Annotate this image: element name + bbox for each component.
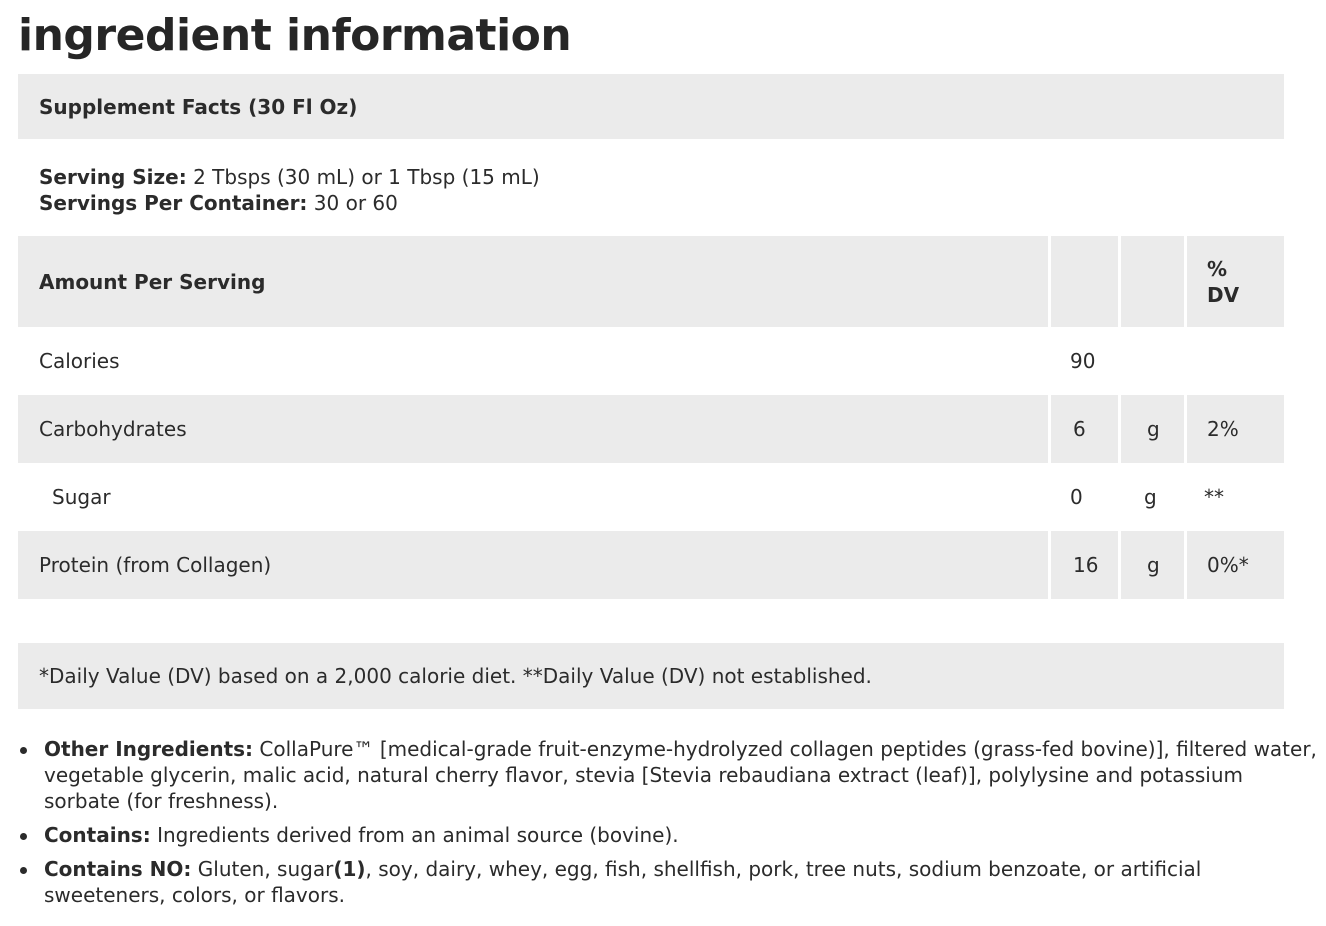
table-row xyxy=(18,531,1284,599)
list-item xyxy=(44,822,1324,848)
table-row xyxy=(18,463,1284,531)
nutrient-dv: ** xyxy=(1204,485,1224,509)
nutrient-unit xyxy=(1118,327,1184,395)
ingredient-text-continued: , soy, dairy, whey, egg, fish, shellfish, pork, tree nuts, sodium benzoate, or artificial sweeteners, colors, or flavors. xyxy=(44,857,1202,907)
servings-per-container xyxy=(39,190,1284,216)
supplement-facts-panel xyxy=(18,74,1284,709)
nutrition-table-header xyxy=(18,236,1284,327)
bullet-icon xyxy=(20,833,27,840)
nutrient-dv: 2% xyxy=(1184,395,1284,463)
ingredients-list xyxy=(18,736,1324,916)
servings-per-container-value: 30 or 60 xyxy=(313,191,398,215)
nutrient-value: 16 xyxy=(1048,531,1118,599)
ingredient-label: Other Ingredients: xyxy=(44,737,254,761)
ingredient-text: CollaPure™ [medical-grade fruit-enzyme-hydrolyzed collagen peptides (grass-fed bovine)], filtered water, vegetable glycerin, malic acid, natural cherry flavor, stevia [Stevia rebaudiana extract (leaf)], polylysine and potassium sorbate (for freshness). xyxy=(44,737,1317,813)
ingredient-text: Gluten, sugar xyxy=(197,857,334,881)
nutrient-name: Carbohydrates xyxy=(18,395,1048,463)
page-title: ingredient information xyxy=(18,10,572,61)
serving-info xyxy=(18,139,1284,236)
footnote-reference: (1) xyxy=(333,857,366,881)
nutrient-value: 6 xyxy=(1048,395,1118,463)
table-row xyxy=(18,395,1284,463)
nutrient-name: Calories xyxy=(39,349,120,373)
table-row xyxy=(18,327,1284,395)
serving-size-label: Serving Size: xyxy=(39,165,187,189)
unit-column-header xyxy=(1118,236,1184,327)
dv-column-header xyxy=(1184,236,1284,327)
nutrient-value: 0 xyxy=(1070,485,1083,509)
ingredient-label: Contains NO: xyxy=(44,857,192,881)
nutrient-dv: 0%* xyxy=(1184,531,1284,599)
nutrient-name: Sugar xyxy=(52,485,111,509)
bullet-icon xyxy=(20,747,27,754)
bullet-icon xyxy=(20,867,27,874)
nutrient-value: 90 xyxy=(1070,349,1096,373)
serving-size-value: 2 Tbsps (30 mL) or 1 Tbsp (15 mL) xyxy=(193,165,540,189)
servings-per-container-label: Servings Per Container: xyxy=(39,191,308,215)
nutrient-unit: g xyxy=(1144,485,1157,509)
list-item xyxy=(44,856,1324,908)
nutrition-table xyxy=(18,236,1284,599)
ingredient-label: Contains: xyxy=(44,823,151,847)
nutrient-unit: g xyxy=(1118,395,1184,463)
nutrient-dv xyxy=(1184,327,1284,395)
value-column-header xyxy=(1048,236,1118,327)
serving-size xyxy=(39,164,1284,190)
amount-per-serving-header: Amount Per Serving xyxy=(18,236,1048,327)
dv-header-dv: DV xyxy=(1207,282,1240,307)
daily-value-footnote: *Daily Value (DV) based on a 2,000 calorie diet. **Daily Value (DV) not established. xyxy=(18,643,1284,709)
nutrient-name: Protein (from Collagen) xyxy=(18,531,1048,599)
list-item xyxy=(44,736,1324,814)
dv-header-percent: % xyxy=(1207,256,1228,281)
ingredient-text: Ingredients derived from an animal source (bovine). xyxy=(157,823,679,847)
supplement-facts-header: Supplement Facts (30 Fl Oz) xyxy=(18,74,1284,139)
nutrient-unit: g xyxy=(1118,531,1184,599)
